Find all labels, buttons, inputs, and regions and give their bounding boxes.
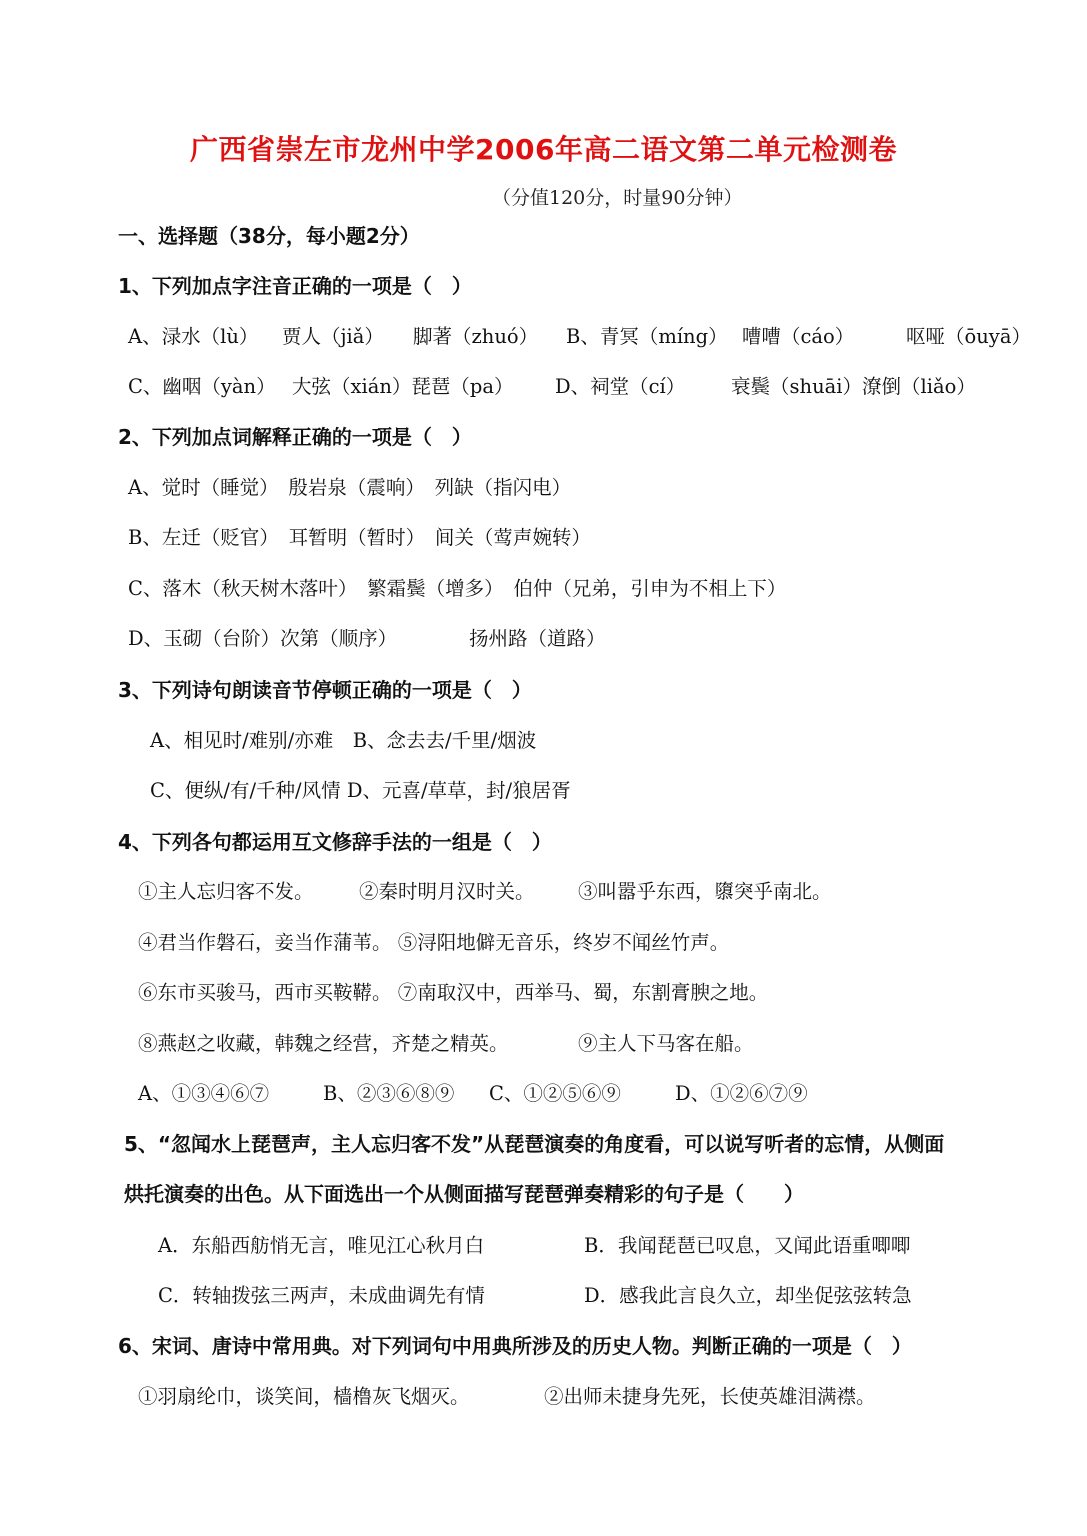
- q4-items-6-7: ⑥东市买骏马，西市买鞍鞯。 ⑦南取汉中，西举马、蜀，东割膏腴之地。: [138, 981, 769, 1004]
- q4-item-2: ②秦时明月汉时关。: [359, 880, 535, 903]
- exam-subtitle: （分值120分，时量90分钟）: [492, 187, 743, 209]
- q3-options-ab: A、相见时/难别/亦难 B、念去去/千里/烟波: [150, 729, 537, 752]
- q4-items-4-5: ④君当作磐石，妾当作蒲苇。 ⑤浔阳地僻无音乐，终岁不闻丝竹声。: [138, 931, 730, 954]
- q1-option-a2: 贾人（jiǎ）: [282, 325, 384, 348]
- q1-option-c1: C、幽咽（yàn）: [128, 375, 276, 398]
- q4-item-1: ①主人忘归客不发。: [138, 880, 314, 903]
- q5-option-c: C．转轴拨弦三两声，未成曲调先有情: [158, 1284, 485, 1307]
- section-heading: 一、选择题（38分，每小题2分）: [118, 224, 420, 248]
- q6-item-1: ①羽扇纶巾，谈笑间，樯橹灰飞烟灭。: [138, 1385, 470, 1408]
- q4-item-9: ⑨主人下马客在船。: [578, 1032, 754, 1055]
- q2-option-d1: D、玉砌（台阶）次第（顺序）: [128, 627, 398, 650]
- question-6-stem: 6、宋词、唐诗中常用典。对下列词句中用典所涉及的历史人物。判断正确的一项是（ ）: [118, 1334, 912, 1358]
- q1-option-b1: B、青冥（míng）: [566, 325, 728, 348]
- q4-item-8: ⑧燕赵之收藏，韩魏之经营，齐楚之精英。: [138, 1032, 509, 1055]
- question-4-stem: 4、下列各句都运用互文修辞手法的一组是（ ）: [118, 830, 552, 854]
- q2-option-b: B、左迁（贬官） 耳暂明（暂时） 间关（莺声婉转）: [128, 526, 591, 549]
- q4-option-c: C、①②⑤⑥⑨: [489, 1082, 621, 1105]
- q4-item-3: ③叫嚣乎东西，隳突乎南北。: [578, 880, 832, 903]
- q2-option-d2: 扬州路（道路）: [469, 627, 606, 650]
- question-5-stem-line-1: 5、“忽闻水上琵琶声，主人忘归客不发”从琵琶演奏的角度看，可以说写听者的忘情，从侧面: [124, 1132, 945, 1156]
- q3-options-cd: C、便纵/有/千种/风情 D、元喜/草草，封/狼居胥: [150, 779, 571, 802]
- q4-option-d: D、①②⑥⑦⑨: [675, 1082, 808, 1105]
- q1-option-a1: A、渌水（lù）: [128, 325, 259, 348]
- q1-option-d1: D、祠堂（cí）: [555, 375, 686, 398]
- question-1-stem: 1、下列加点字注音正确的一项是（ ）: [118, 274, 472, 298]
- q5-option-b: B．我闻琵琶已叹息，又闻此语重唧唧: [584, 1234, 911, 1257]
- q1-option-b3: 呕哑（ōuyā）: [906, 325, 1031, 348]
- q1-option-c2: 大弦（xián）琵琶（pa）: [292, 375, 514, 398]
- q1-option-d2: 衰鬓（shuāi）潦倒（liǎo）: [731, 375, 976, 398]
- q2-option-a: A、觉时（睡觉） 殷岩泉（震响） 列缺（指闪电）: [128, 476, 572, 499]
- q1-option-a3: 脚著（zhuó）: [413, 325, 539, 348]
- question-2-stem: 2、下列加点词解释正确的一项是（ ）: [118, 425, 472, 449]
- q4-option-b: B、②③⑥⑧⑨: [323, 1082, 455, 1105]
- q6-item-2: ②出师未捷身先死，长使英雄泪满襟。: [544, 1385, 876, 1408]
- question-5-stem-line-2: 烘托演奏的出色。从下面选出一个从侧面描写琵琶弹奏精彩的句子是（ ）: [124, 1182, 804, 1206]
- q5-option-a: A．东船西舫悄无言，唯见江心秋月白: [158, 1234, 485, 1257]
- q4-option-a: A、①③④⑥⑦: [138, 1082, 270, 1105]
- q1-option-b2: 嘈嘈（cáo）: [742, 325, 855, 348]
- q5-option-d: D．感我此言良久立，却坐促弦弦转急: [584, 1284, 912, 1307]
- question-3-stem: 3、下列诗句朗读音节停顿正确的一项是（ ）: [118, 678, 532, 702]
- exam-title: 广西省崇左市龙州中学2006年高二语文第二单元检测卷: [190, 133, 897, 166]
- q2-option-c: C、落木（秋天树木落叶） 繁霜鬓（增多） 伯仲（兄弟，引申为不相上下）: [128, 577, 787, 600]
